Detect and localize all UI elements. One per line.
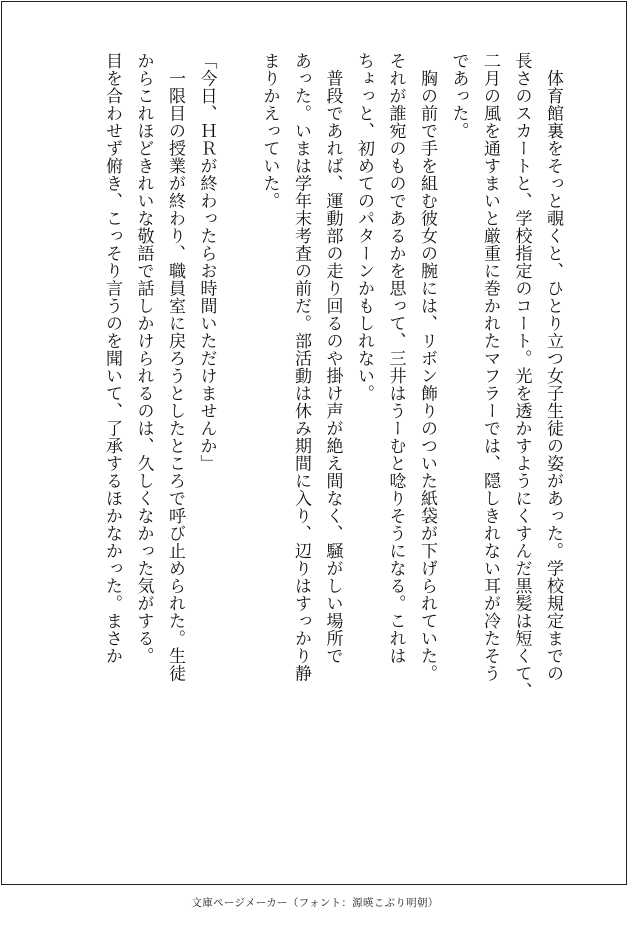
paragraph-1-line-4: であった。 [448,52,469,140]
paragraph-2-line-2: それが誰宛のものであるかを思って、三井はうーむと唸りそうになる。これは [385,52,406,665]
paragraph-1-line-1: 体育館裏をそっと覗くと、ひとり立つ女子生徒の姿があった。学校規定までの [543,52,563,682]
paragraph-3-line-1: 普段であれば、運動部の走り回るのや掛け声が絶え間なく、騒がしい場所で [322,52,343,665]
paragraph-4-line-3: からこれほどきれいな敬語で話しかけられるのは、久しくなかった気がする。 [133,52,154,665]
paragraph-4-line-2: 一限目の授業が終わり、職員室に戻ろうとしたところで呼び止められた。生徒 [165,52,185,682]
paragraph-2-line-3: ちょっと、初めてのパターンかもしれない。 [354,52,374,402]
paragraph-4-line-1: 「今日、ＨＲが終わったらお時間いただけませんか」 [196,52,217,472]
blank-line [222,52,254,852]
vertical-text-body [96,52,569,852]
paragraph-2-line-1: 胸の前で手を組む彼女の腕には、リボン飾りのついた紙袋が下げられていた。 [417,52,437,682]
paragraph-3-line-3: まりかえっていた。 [259,52,280,210]
paragraph-1-line-3: 二月の風を通すまいと厳重に巻かれたマフラーでは、隠しきれない耳が冷たそう [480,52,500,682]
paragraph-3-line-2: あった。いまは学年末考査の前だ。部活動は休み期間に入り、辺りはすっかり静 [291,52,311,682]
footer-credit: 文庫ページメーカー（フォント：源暎こぶり明朝） [191,897,439,909]
paragraph-4-line-4: 目を合わせず俯き、こっそり言うのを聞いて、了承するほかなかった。まさか [102,52,122,665]
page-frame [1,1,627,885]
paragraph-1-line-2: 長さのスカートと、学校指定のコート。光を透かすようにくすんだ黒髪は短くて、 [511,52,532,700]
